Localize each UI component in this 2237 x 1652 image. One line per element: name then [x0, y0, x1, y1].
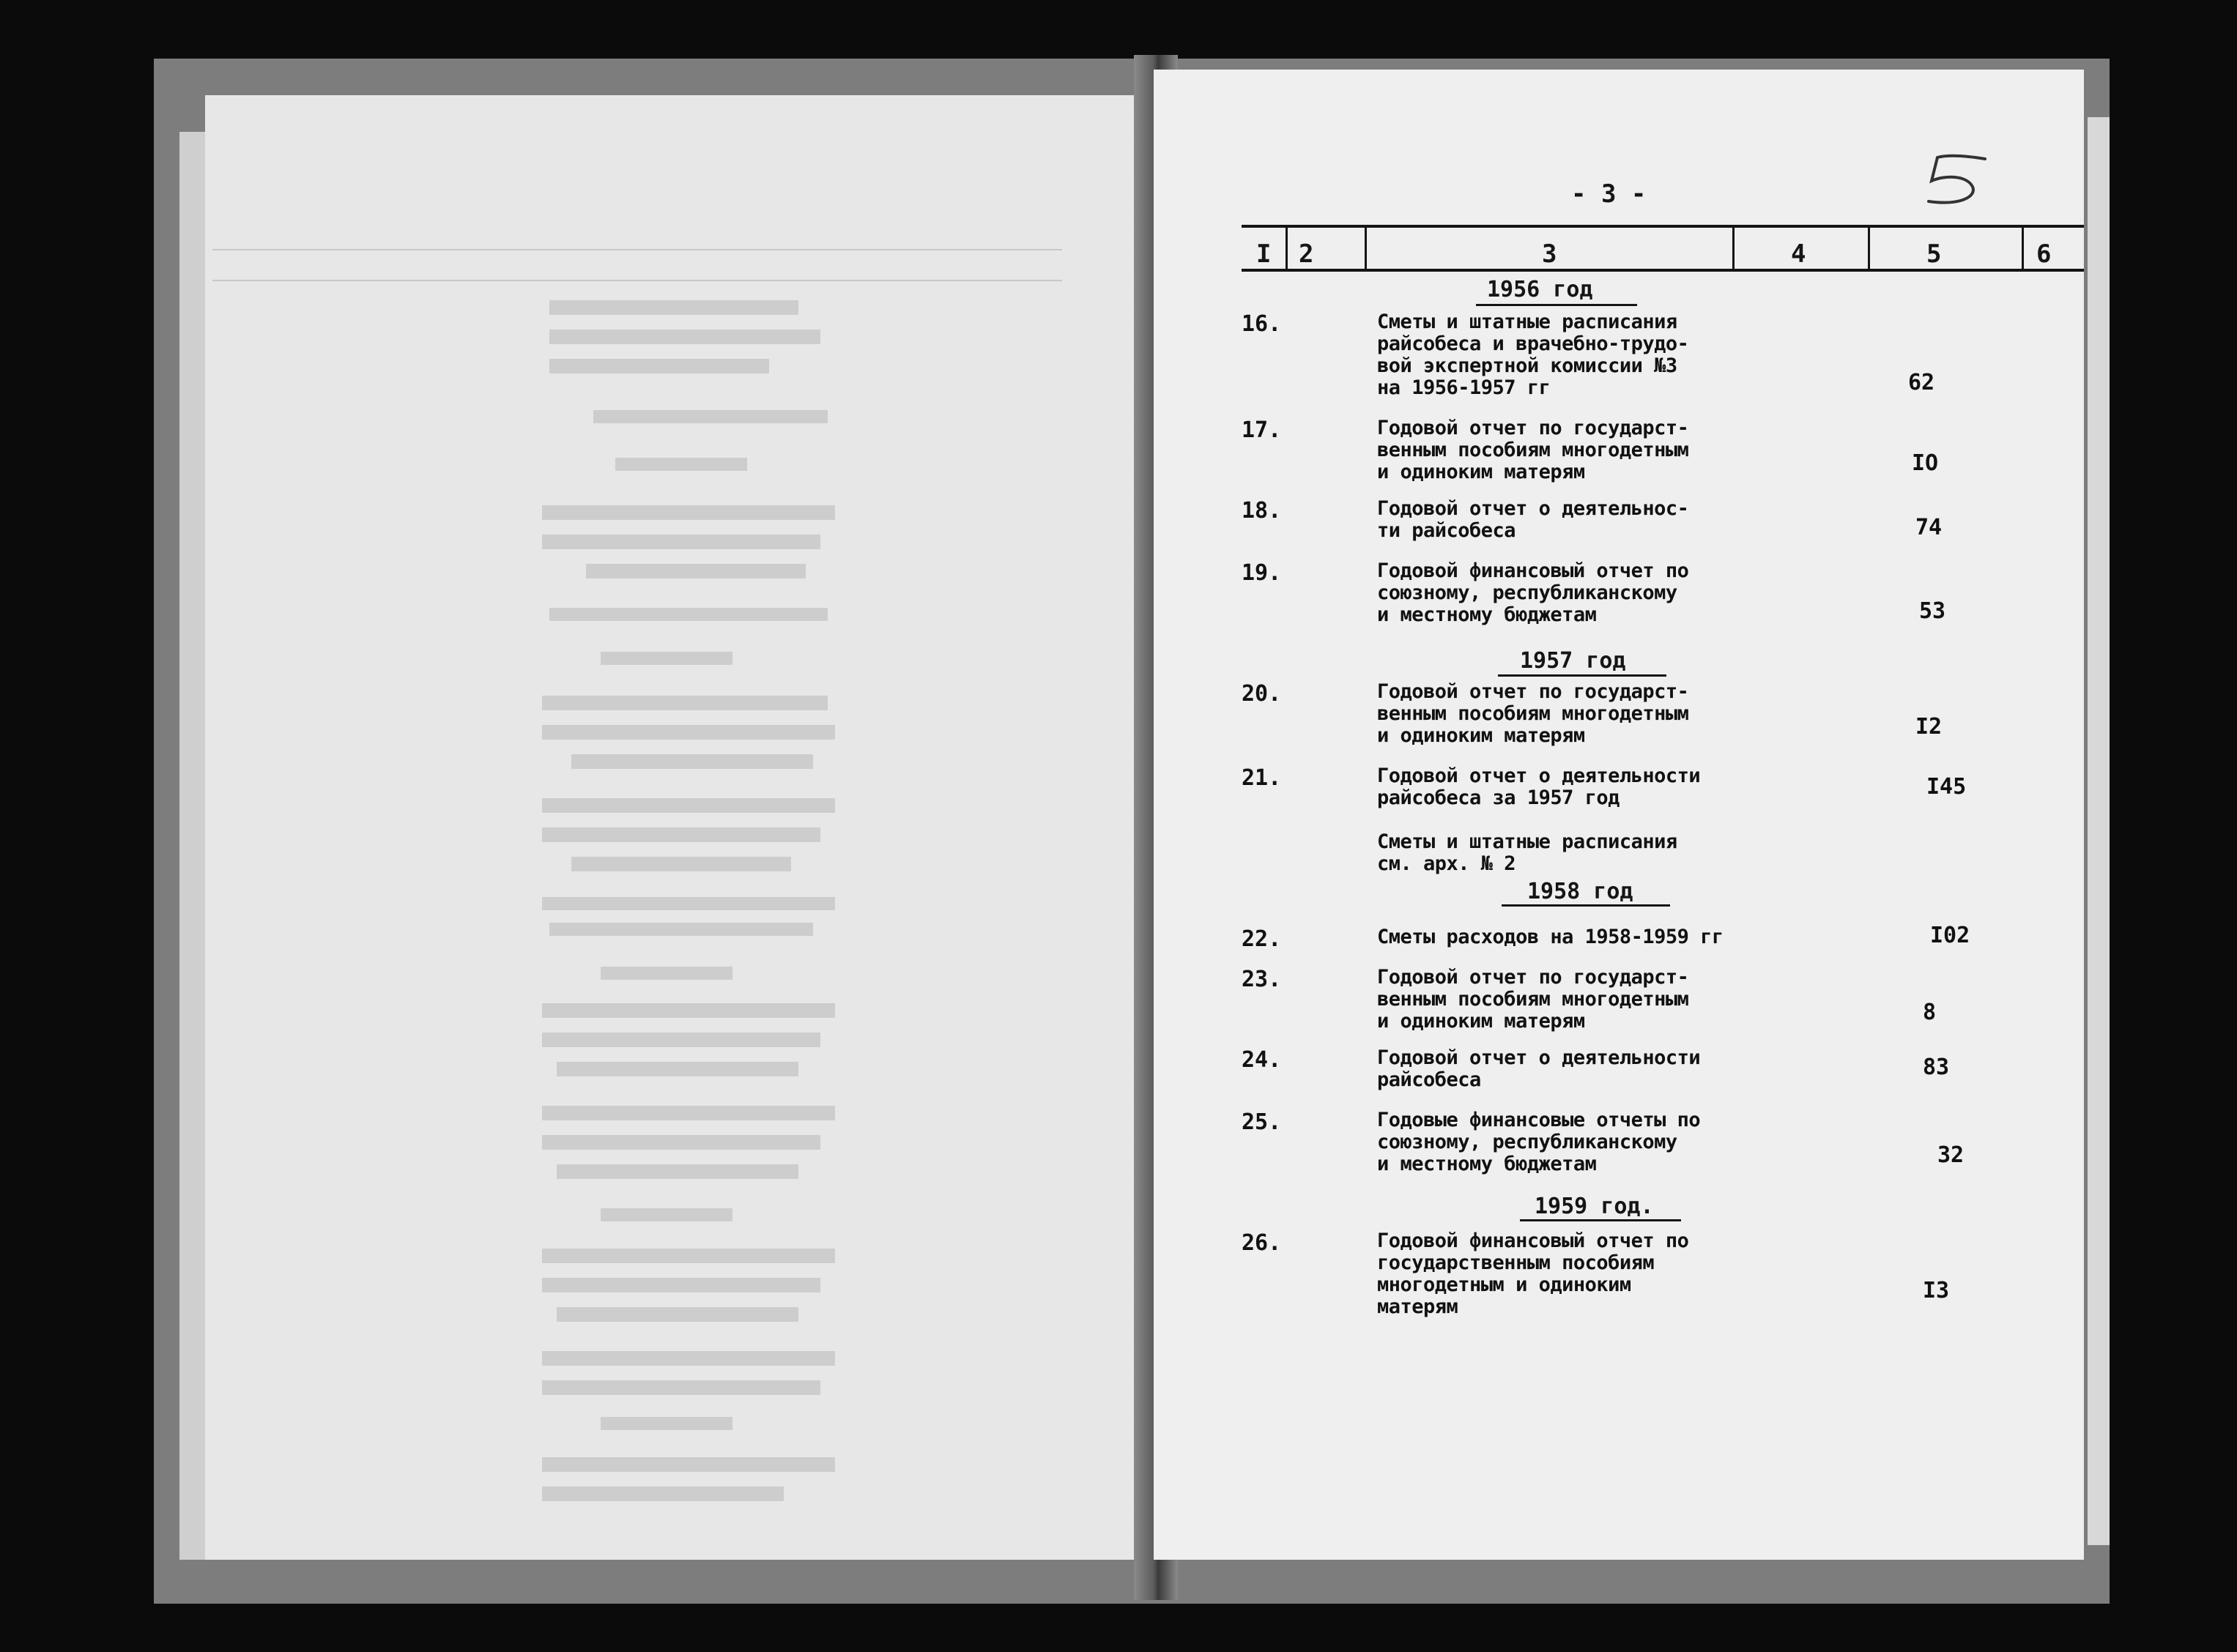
entry-sheets: I2 [1915, 714, 1943, 740]
entry-title: Годовой отчет по государст- венным пособиям многодетным и одиноким матерям [1377, 680, 1689, 747]
entry-title: Сметы и штатные расписания райсобеса и врачебно-трудо- вой экспертной комиссии №3 на 1956-1957 гг [1377, 310, 1689, 399]
entry-title: Сметы расходов на 1958-1959 гг [1377, 926, 1724, 948]
left-page [205, 95, 1157, 1560]
entry-number: 26. [1242, 1230, 1282, 1256]
entry-number: 24. [1242, 1047, 1282, 1073]
entry-sheets: I02 [1930, 923, 1970, 948]
entry-title: Годовой финансовый отчет по союзному, республиканскому и местному бюджетам [1377, 559, 1689, 626]
right-page [1154, 70, 2084, 1560]
handwritten-page-mark [1915, 150, 1996, 209]
entry-title: Годовой отчет по государст- венным пособиям многодетным и одиноким матерям [1377, 417, 1689, 483]
page-number: - 3 - [1571, 179, 1647, 209]
entry-number: 21. [1242, 765, 1282, 791]
column-divider [1286, 225, 1288, 270]
year-underline [1476, 304, 1637, 306]
left-page-edge [179, 132, 209, 1560]
column-number: 6 [2036, 239, 2052, 269]
entry-number: 19. [1242, 560, 1282, 586]
year-underline [1498, 674, 1666, 677]
year-underline [1502, 904, 1670, 907]
column-number: 3 [1542, 239, 1557, 269]
entry-sheets: IO [1912, 450, 1939, 476]
entry-sheets: 83 [1923, 1054, 1950, 1080]
entry-title: Годовой отчет о деятельности райсобеса [1377, 1046, 1701, 1091]
column-divider [1732, 225, 1735, 270]
entry-title: Сметы и штатные расписания см. арх. № 2 [1377, 830, 1677, 875]
column-divider [1365, 225, 1367, 270]
entry-title: Годовые финансовые отчеты по союзному, республиканскому и местному бюджетам [1377, 1109, 1701, 1175]
year-heading: 1956 год [1487, 277, 1593, 302]
entry-number: 22. [1242, 926, 1282, 952]
year-heading: 1958 год [1527, 879, 1633, 904]
column-number: I [1256, 239, 1272, 269]
column-number: 2 [1299, 239, 1314, 269]
year-underline [1520, 1219, 1681, 1221]
entry-sheets: 74 [1915, 515, 1943, 540]
entry-title: Годовой отчет о деятельности райсобеса за 1957 год [1377, 764, 1701, 809]
entry-number: 25. [1242, 1109, 1282, 1135]
entry-sheets: I45 [1926, 774, 1967, 800]
table-header-rule [1242, 269, 2084, 272]
bleed-through-texture [205, 95, 1157, 1560]
entry-sheets: I3 [1923, 1278, 1950, 1303]
entry-title: Годовой финансовый отчет по государственным пособиям многодетным и одиноким матерям [1377, 1229, 1689, 1318]
entry-number: 18. [1242, 498, 1282, 524]
entry-number: 20. [1242, 681, 1282, 707]
year-heading: 1957 год [1520, 648, 1626, 674]
entry-title: Годовой отчет о деятельнос- ти райсобеса [1377, 497, 1689, 542]
entry-number: 23. [1242, 967, 1282, 992]
entry-number: 16. [1242, 311, 1282, 337]
entry-title: Годовой отчет по государст- венным пособиям многодетным и одиноким матерям [1377, 966, 1689, 1032]
entry-sheets: 8 [1923, 1000, 1937, 1025]
right-page-edge [2088, 117, 2110, 1545]
table-top-rule [1242, 225, 2084, 228]
column-number: 5 [1926, 239, 1942, 269]
entry-sheets: 53 [1919, 598, 1946, 624]
column-divider [2022, 225, 2024, 270]
year-heading: 1959 год. [1535, 1194, 1654, 1219]
entry-number: 17. [1242, 417, 1282, 443]
column-divider [1868, 225, 1870, 270]
column-number: 4 [1791, 239, 1806, 269]
entry-sheets: 32 [1937, 1142, 1965, 1168]
entry-sheets: 62 [1908, 370, 1935, 395]
